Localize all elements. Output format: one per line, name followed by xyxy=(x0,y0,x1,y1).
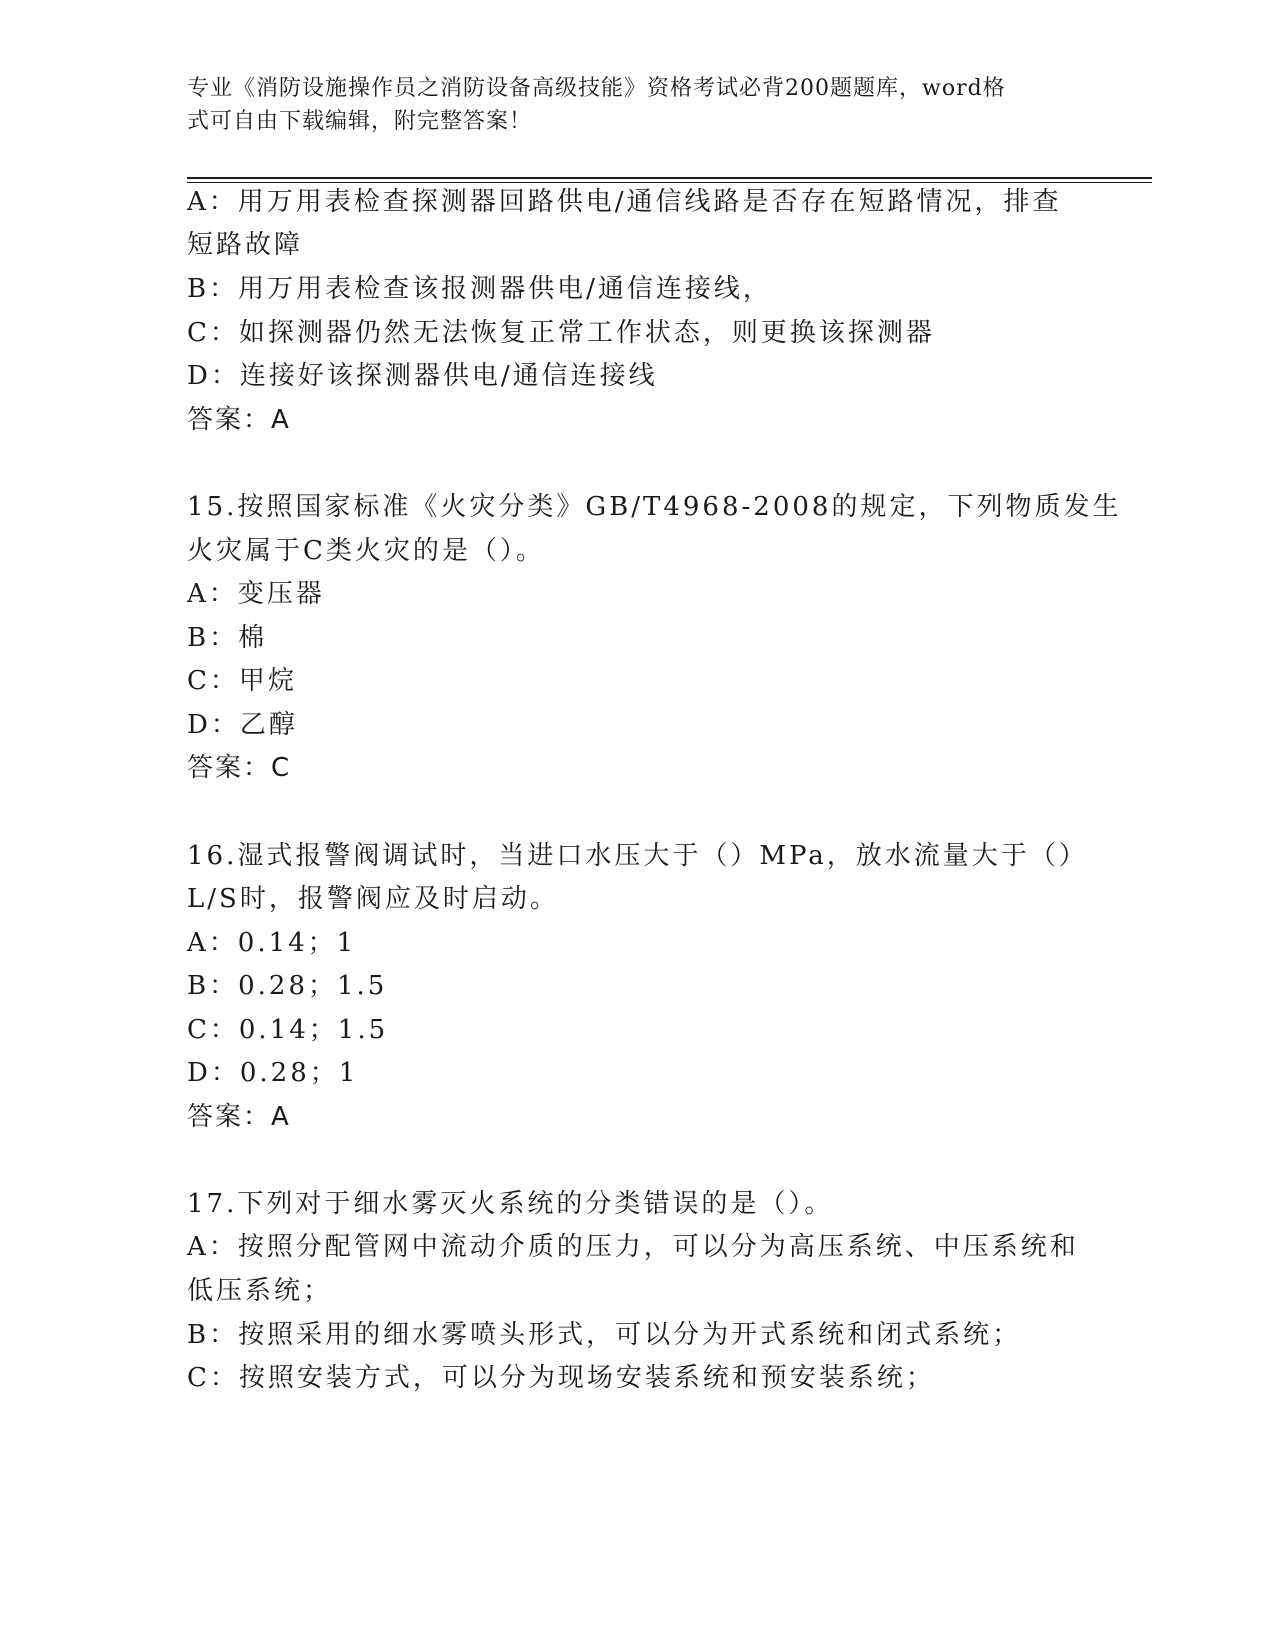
q14-option-a-line1: A：用万用表检查探测器回路供电/通信线路是否存在短路情况，排查 xyxy=(187,187,1062,217)
q16-option-c: C：0.14；1.5 xyxy=(187,1015,389,1045)
q17-option-b: B：按照采用的细水雾喷头形式，可以分为开式系统和闭式系统； xyxy=(187,1320,1022,1350)
header-line-1: 专业《消防设施操作员之消防设备高级技能》资格考试必背200题题库，word格 xyxy=(187,76,1006,101)
q16-answer: 答案：A xyxy=(187,1102,291,1132)
q14-option-b: B：用万用表检查该报测器供电/通信连接线， xyxy=(187,274,772,304)
document-header xyxy=(187,72,1067,138)
q17-option-a-line1: A：按照分配管网中流动介质的压力，可以分为高压系统、中压系统和 xyxy=(187,1232,1079,1262)
q14-option-c: C：如探测器仍然无法恢复正常工作状态，则更换该探测器 xyxy=(187,318,935,348)
q16-option-b: B：0.28；1.5 xyxy=(187,971,388,1001)
q14-option-a-line2: 短路故障 xyxy=(187,230,304,260)
q14-option-d: D：连接好该探测器供电/通信连接线 xyxy=(187,361,658,391)
q15-option-c: C：甲烷 xyxy=(187,666,297,696)
q16-option-a: A：0.14；1 xyxy=(187,928,357,958)
q15-option-a: A：变压器 xyxy=(187,579,325,609)
q15-option-d: D：乙醇 xyxy=(187,710,298,740)
q15-option-b: B：棉 xyxy=(187,623,268,653)
q16-stem-line2: L/S时，报警阀应及时启动。 xyxy=(187,884,559,914)
q15-answer: 答案：C xyxy=(187,753,292,783)
header-divider-thin xyxy=(187,182,1152,183)
q17-option-a-line2: 低压系统； xyxy=(187,1276,333,1306)
q14-answer: 答案：A xyxy=(187,405,291,435)
q16-option-d: D：0.28；1 xyxy=(187,1058,359,1088)
q16-stem-line1: 16.湿式报警阀调试时，当进口水压大于（）MPa，放水流量大于（） xyxy=(187,841,1088,871)
header-line-2: 式可自由下载编辑，附完整答案！ xyxy=(187,109,533,134)
q17-option-c: C：按照安装方式，可以分为现场安装系统和预安装系统； xyxy=(187,1363,935,1393)
q15-stem-line2: 火灾属于C类火灾的是（）。 xyxy=(187,536,545,566)
q17-stem: 17.下列对于细水雾灭火系统的分类错误的是（）。 xyxy=(187,1189,834,1219)
q15-stem-line1: 15.按照国家标准《火灾分类》GB/T4968-2008的规定，下列物质发生 xyxy=(187,492,1122,522)
header-divider-thick xyxy=(187,177,1152,179)
